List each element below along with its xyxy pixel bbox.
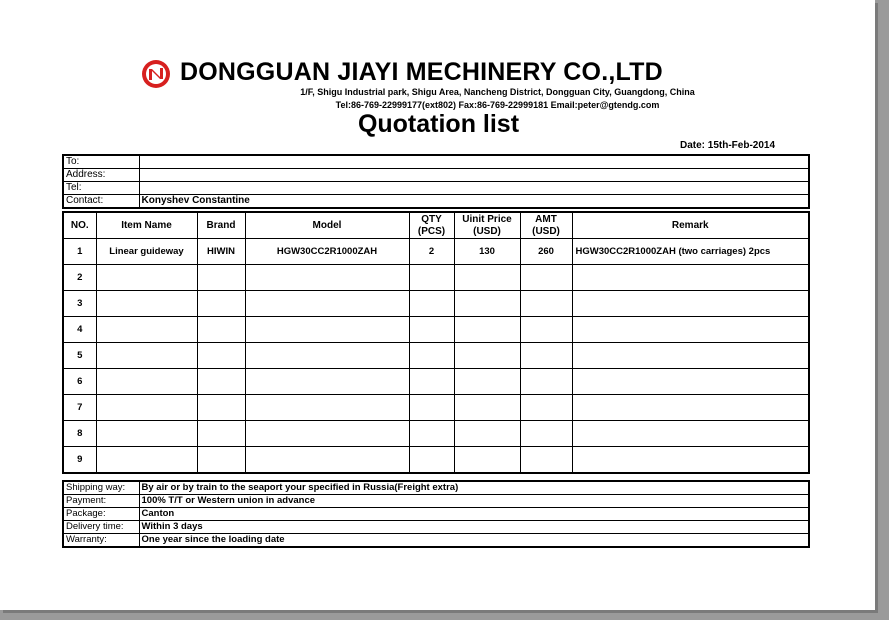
item-remark xyxy=(572,421,809,447)
item-amount xyxy=(520,421,572,447)
header-qty-line1: QTY xyxy=(421,213,442,225)
item-amount xyxy=(520,343,572,369)
terms-label: Shipping way: xyxy=(63,481,139,495)
item-unit-price xyxy=(454,291,520,317)
item-model xyxy=(245,369,409,395)
items-header-row xyxy=(63,212,809,239)
customer-label: Contact: xyxy=(63,195,139,209)
item-brand xyxy=(197,369,245,395)
table-row xyxy=(63,265,809,291)
item-brand xyxy=(197,317,245,343)
row-number: 3 xyxy=(63,291,96,317)
table-row xyxy=(63,369,809,395)
item-remark xyxy=(572,291,809,317)
terms-value: Canton xyxy=(139,508,809,521)
item-qty xyxy=(409,421,454,447)
terms-value: 100% T/T or Western union in advance xyxy=(139,495,809,508)
customer-label: To: xyxy=(63,155,139,169)
item-amount: 260 xyxy=(520,239,572,265)
item-unit-price xyxy=(454,317,520,343)
company-name: DONGGUAN JIAYI MECHINERY CO.,LTD xyxy=(180,58,663,86)
table-row xyxy=(63,421,809,447)
quotation-date: Date: 15th-Feb-2014 xyxy=(680,140,776,151)
customer-label: Tel: xyxy=(63,182,139,195)
item-amount xyxy=(520,447,572,474)
item-name xyxy=(96,317,197,343)
customer-info-table xyxy=(62,154,810,209)
company-address: 1/F, Shigu Industrial park, Shigu Area, Nancheng District, Dongguan City, Guangdong, China xyxy=(300,87,695,97)
item-model xyxy=(245,421,409,447)
item-remark xyxy=(572,447,809,474)
item-brand xyxy=(197,447,245,474)
item-remark xyxy=(572,369,809,395)
item-remark xyxy=(572,395,809,421)
terms-row-shipping xyxy=(63,481,809,495)
header-amt-line1: AMT xyxy=(535,213,557,225)
table-row xyxy=(63,447,809,474)
item-model xyxy=(245,291,409,317)
company-contact-line: Tel:86-769-22999177(ext802) Fax:86-769-22999181 Email:peter@gtendg.com xyxy=(335,100,660,110)
header-amt-line2: (USD) xyxy=(532,225,560,237)
item-brand xyxy=(197,291,245,317)
terms-row-package xyxy=(63,508,809,521)
header-item-name: Item Name xyxy=(96,212,197,239)
customer-value xyxy=(139,182,809,195)
header-qty xyxy=(409,212,454,239)
item-brand xyxy=(197,395,245,421)
table-row xyxy=(63,291,809,317)
item-remark xyxy=(572,265,809,291)
terms-label: Warranty: xyxy=(63,534,139,548)
item-model xyxy=(245,265,409,291)
item-name xyxy=(96,291,197,317)
item-remark: HGW30CC2R1000ZAH (two carriages) 2pcs xyxy=(572,239,809,265)
item-model xyxy=(245,395,409,421)
item-brand xyxy=(197,421,245,447)
item-amount xyxy=(520,291,572,317)
item-name xyxy=(96,395,197,421)
item-qty xyxy=(409,395,454,421)
item-qty xyxy=(409,291,454,317)
item-unit-price xyxy=(454,395,520,421)
customer-label: Address: xyxy=(63,169,139,182)
item-unit-price xyxy=(454,447,520,474)
terms-value: By air or by train to the seaport your specified in Russia(Freight extra) xyxy=(139,481,809,495)
item-remark xyxy=(572,343,809,369)
item-name xyxy=(96,447,197,474)
row-number: 4 xyxy=(63,317,96,343)
item-name: Linear guideway xyxy=(96,239,197,265)
customer-value: Konyshev Constantine xyxy=(139,195,809,209)
customer-row-tel xyxy=(63,182,809,195)
item-qty xyxy=(409,265,454,291)
item-qty xyxy=(409,343,454,369)
terms-label: Package: xyxy=(63,508,139,521)
item-brand: HIWIN xyxy=(197,239,245,265)
item-qty xyxy=(409,447,454,474)
row-number: 2 xyxy=(63,265,96,291)
row-number: 5 xyxy=(63,343,96,369)
header-no: NO. xyxy=(63,212,96,239)
header-model: Model xyxy=(245,212,409,239)
item-model xyxy=(245,447,409,474)
company-logo-icon xyxy=(141,59,171,89)
customer-row-address xyxy=(63,169,809,182)
items-table xyxy=(62,211,810,474)
item-model xyxy=(245,317,409,343)
header-price-line2: (USD) xyxy=(473,225,501,237)
terms-label: Delivery time: xyxy=(63,521,139,534)
customer-value xyxy=(139,169,809,182)
item-unit-price xyxy=(454,369,520,395)
table-row xyxy=(63,239,809,265)
item-name xyxy=(96,369,197,395)
terms-row-delivery xyxy=(63,521,809,534)
table-row xyxy=(63,317,809,343)
item-amount xyxy=(520,265,572,291)
terms-table xyxy=(62,480,810,548)
item-amount xyxy=(520,317,572,343)
item-unit-price xyxy=(454,343,520,369)
item-unit-price: 130 xyxy=(454,239,520,265)
terms-row-payment xyxy=(63,495,809,508)
item-amount xyxy=(520,395,572,421)
customer-row-to xyxy=(63,155,809,169)
header-unit-price xyxy=(454,212,520,239)
row-number: 7 xyxy=(63,395,96,421)
item-qty xyxy=(409,317,454,343)
row-number: 9 xyxy=(63,447,96,474)
row-number: 6 xyxy=(63,369,96,395)
document-title: Quotation list xyxy=(357,110,520,138)
terms-label: Payment: xyxy=(63,495,139,508)
item-name xyxy=(96,265,197,291)
item-model: HGW30CC2R1000ZAH xyxy=(245,239,409,265)
table-row xyxy=(63,395,809,421)
terms-value: Within 3 days xyxy=(139,521,809,534)
row-number: 8 xyxy=(63,421,96,447)
terms-value: One year since the loading date xyxy=(139,534,809,548)
header-amt xyxy=(520,212,572,239)
item-unit-price xyxy=(454,421,520,447)
item-brand xyxy=(197,265,245,291)
item-qty xyxy=(409,369,454,395)
item-remark xyxy=(572,317,809,343)
item-unit-price xyxy=(454,265,520,291)
item-name xyxy=(96,343,197,369)
header-price-line1: Uinit Price xyxy=(462,213,512,225)
row-number: 1 xyxy=(63,239,96,265)
item-model xyxy=(245,343,409,369)
header-remark: Remark xyxy=(572,212,809,239)
header-qty-line2: (PCS) xyxy=(417,225,446,237)
customer-value xyxy=(139,155,809,169)
table-row xyxy=(63,343,809,369)
item-brand xyxy=(197,343,245,369)
item-name xyxy=(96,421,197,447)
terms-row-warranty xyxy=(63,534,809,548)
customer-row-contact xyxy=(63,195,809,209)
item-amount xyxy=(520,369,572,395)
header-brand: Brand xyxy=(197,212,245,239)
item-qty: 2 xyxy=(409,239,454,265)
